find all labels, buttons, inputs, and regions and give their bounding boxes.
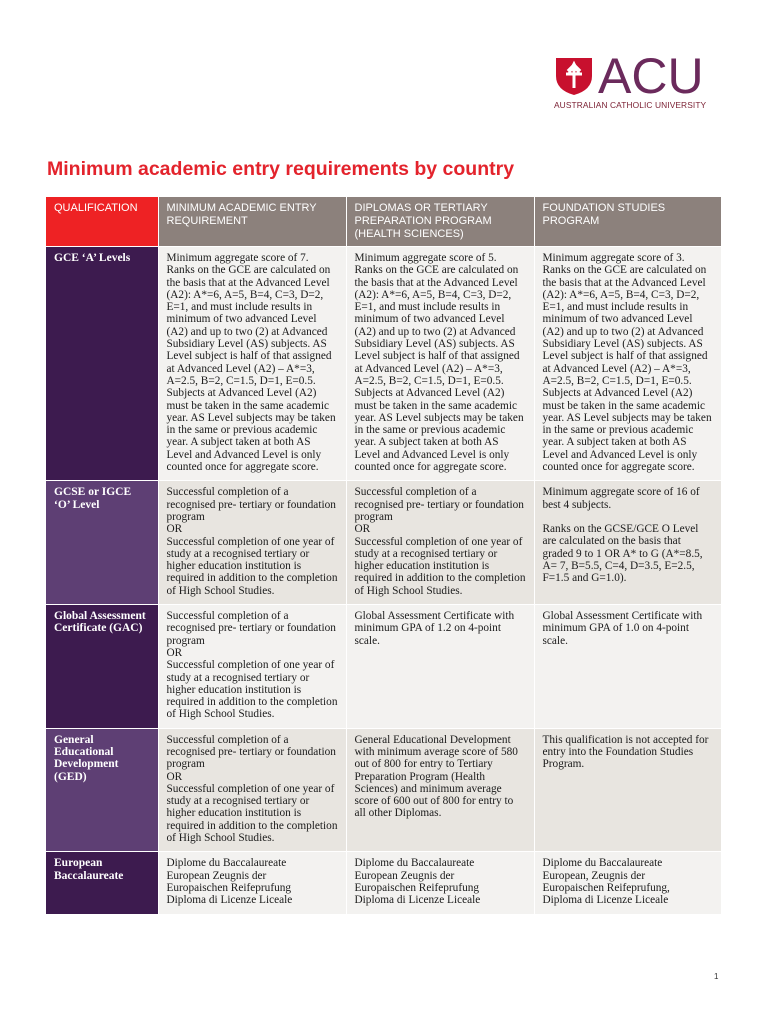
cell-text: Successful completion of a recognised pre- tertiary or foundation program (166, 486, 336, 523)
table-row (46, 852, 721, 914)
logo-wordmark: ACU (598, 48, 704, 104)
minimum-cell (158, 852, 346, 914)
shield-cross-icon (554, 56, 594, 96)
entry-requirements-table (46, 197, 722, 914)
diplomas-cell (346, 852, 534, 914)
acu-logo (554, 48, 720, 112)
foundation-cell: This qualification is not accepted for entry into the Foundation Studies Program. (534, 728, 721, 852)
cell-text: Minimum aggregate score of 16 of best 4 subjects. (542, 486, 700, 511)
cell-line: European Zeugnis der (354, 869, 455, 882)
cell-text: Successful completion of one year of study at a recognised tertiary or higher education institution is required in addition to the completion of High School Studies. (166, 535, 338, 597)
cell-line: Diplome du Baccalaureate (542, 857, 663, 870)
minimum-cell (158, 605, 346, 729)
qualification-cell: GCE ‘A’ Levels (46, 247, 158, 481)
table-row (46, 728, 721, 852)
cell-line: European Zeugnis der (166, 869, 267, 882)
qualification-cell: European Baccalaureate (46, 852, 158, 914)
minimum-cell: Minimum aggregate score of 7. Ranks on the GCE are calculated on the basis that at the Advanced Level (A2): A*=6, A=5, B=4, C=3, D=2, E=1, and must include results in minimum of two advanced Level (A2) and up to two (2) at Advanced Subsidiary Level (AS) subjects. AS Level subject is half of that assigned at Advanced Level (A2) – A*=3, A=2.5, B=2, C=1.5, D=1, E=0.5. Subjects at Advanced Level (A2) must be taken in the same academic year. AS Level subjects may be taken in the same or previous academic year. A subject taken at both AS Level and Advanced Level is only counted once for aggregate score. (158, 247, 346, 481)
header-foundation: FOUNDATION STUDIES PROGRAM (534, 197, 721, 247)
cell-or: OR (166, 646, 183, 659)
table-row (46, 247, 721, 481)
header-diplomas: DIPLOMAS OR TERTIARY PREPARATION PROGRAM (HEALTH SCIENCES) (346, 197, 534, 247)
cell-line: Europaischen Reifeprufung (166, 881, 292, 894)
minimum-cell (158, 481, 346, 605)
diplomas-cell (346, 481, 534, 605)
cell-or: OR (166, 770, 183, 783)
cell-text: Successful completion of a recognised pre- tertiary or foundation program (354, 486, 524, 523)
cell-line: Diplome du Baccalaureate (166, 857, 287, 870)
header-qualification: QUALIFICATION (46, 197, 158, 247)
cell-text: Successful completion of one year of study at a recognised tertiary or higher education institution is required in addition to the completion of High School Studies. (166, 659, 338, 721)
cell-line: Diploma di Licenze Liceale (542, 894, 669, 907)
cell-line: European, Zeugnis der (542, 869, 646, 882)
foundation-cell (534, 481, 721, 605)
page-title: Minimum academic entry requirements by country (47, 158, 515, 180)
cell-line: Europaischen Reifeprufung (354, 881, 480, 894)
cell-text: Successful completion of one year of study at a recognised tertiary or higher education institution is required in addition to the completion of High School Studies. (166, 782, 338, 845)
qualification-cell: Global Assessment Certificate (GAC) (46, 605, 158, 729)
page-number: 1 (714, 972, 719, 981)
qualification-cell: General Educational Development (GED) (46, 728, 158, 852)
diplomas-cell: Global Assessment Certificate with minimum GPA of 1.2 on 4-point scale. (346, 605, 534, 729)
logo-subtitle: AUSTRALIAN CATHOLIC UNIVERSITY (554, 100, 707, 110)
minimum-cell (158, 728, 346, 852)
table-row (46, 481, 721, 605)
cell-line: Diplome du Baccalaureate (354, 857, 475, 870)
table-row (46, 605, 721, 729)
diplomas-cell: General Educational Development with minimum average score of 580 out of 800 for entry to Tertiary Preparation Program (Health Sciences) and minimum average score of 600 out of 800 for entry to all other Diplomas. (346, 728, 534, 852)
cell-or: OR (166, 523, 183, 536)
foundation-cell: Minimum aggregate score of 3. Ranks on the GCE are calculated on the basis that at the Advanced Level (A2): A*=6, A=5, B=4, C=3, D=2, E=1, and must include results in minimum of two advanced Level (A2) and up to two (2) at Advanced Subsidiary Level (AS) subjects. AS Level subject is half of that assigned at Advanced Level (A2) – A*=3, A=2.5, B=2, C=1.5, D=1, E=0.5. Subjects at Advanced Level (A2) must be taken in the same academic year. AS Level subjects may be taken in the same or previous academic year. A subject taken at both AS Level and Advanced Level is only counted once for aggregate score. (534, 247, 721, 481)
cell-text: Successful completion of a recognised pre- tertiary or foundation program (166, 733, 336, 771)
cell-text: Successful completion of one year of study at a recognised tertiary or higher education institution is required in addition to the completion of High School Studies. (354, 535, 526, 597)
cell-or: OR (354, 523, 371, 536)
cell-text: Successful completion of a recognised pre- tertiary or foundation program (166, 610, 336, 647)
foundation-cell: Global Assessment Certificate with minimum GPA of 1.0 on 4-point scale. (534, 605, 721, 729)
cell-line: Diploma di Licenze Liceale (354, 894, 481, 907)
diplomas-cell: Minimum aggregate score of 5. Ranks on the GCE are calculated on the basis that at the Advanced Level (A2): A*=6, A=5, B=4, C=3, D=2, E=1, and must include results in minimum of two advanced Level (A2) and up to two (2) at Advanced Subsidiary Level (AS) subjects. AS Level subject is half of that assigned at Advanced Level (A2) – A*=3, A=2.5, B=2, C=1.5, D=1, E=0.5. Subjects at Advanced Level (A2) must be taken in the same academic year. AS Level subjects may be taken in the same or previous academic year. A subject taken at both AS Level and Advanced Level is only counted once for aggregate score. (346, 247, 534, 481)
cell-line: Diploma di Licenze Liceale (166, 894, 293, 907)
cell-text: Ranks on the GCSE/GCE O Level are calculated on the basis that graded 9 to 1 OR A* to G (A*=8.5, A= 7, B=5.5, C=4, D=3.5, E=2.5, F=1.5 and G=1.0). (542, 522, 703, 585)
foundation-cell (534, 852, 721, 914)
cell-line: Europaischen Reifeprufung, (542, 881, 670, 894)
qualification-cell: GCSE or IGCE ‘O’ Level (46, 481, 158, 605)
header-minimum: MINIMUM ACADEMIC ENTRY REQUIREMENT (158, 197, 346, 247)
table-header-row (46, 197, 721, 247)
